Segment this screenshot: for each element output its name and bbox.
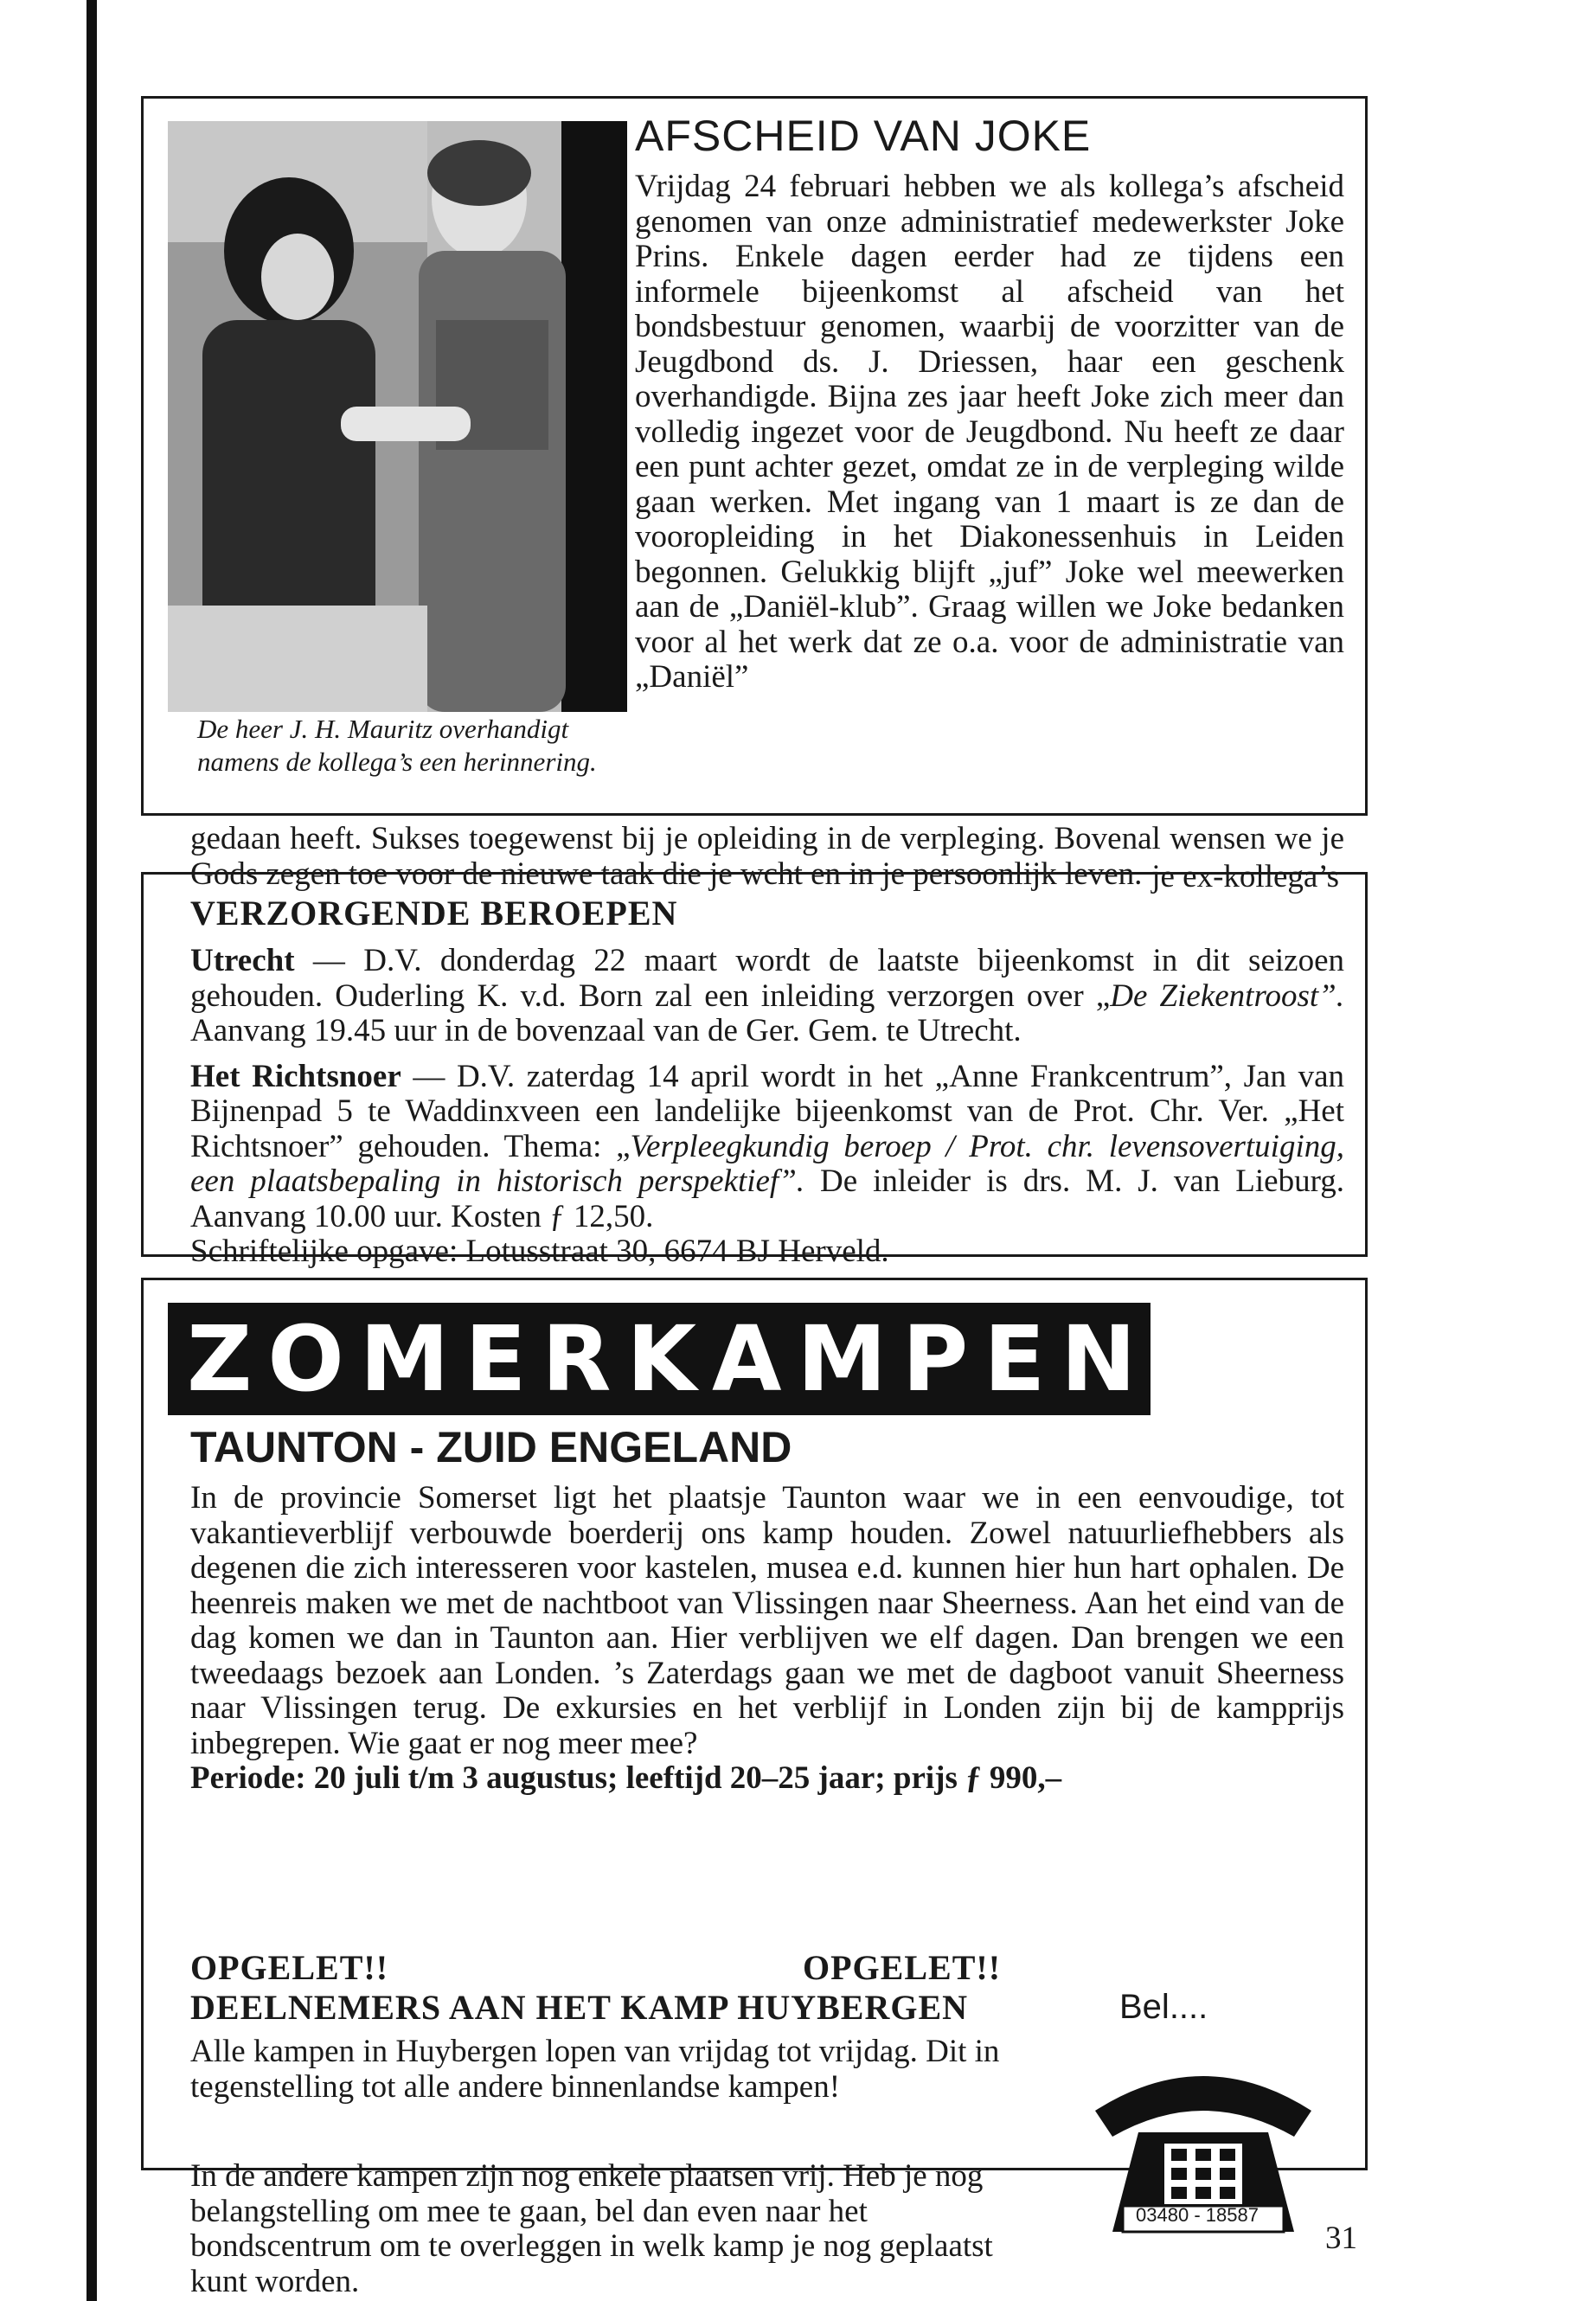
richtsnoer-paragraph <box>190 1060 1344 1235</box>
richtsnoer-text: — D.V. zaterdag 14 april wordt in het „Anne Frankcentrum”, Jan van Bijnenpad 5 te Waddinxveen een landelijke bijeenkomst van de Prot. Chr. Ver. „Het Richtsnoer” gehouden. Thema: „ <box>190 1058 1344 1164</box>
article-body-side: Vrijdag 24 februari hebben we als kollega’s afscheid genomen van onze administratief medewerkster Joke Prins. Enkele dagen eerder had ze tijdens een informele bijeenkomst al afscheid van het bondsbestuur genomen, waarbij de voorzitter van de Jeugdbond ds. J. Driessen, haar een geschenk overhandigde. Bijna zes jaar heeft Joke zich meer dan volledig ingezet voor de Jeugdbond. Nu heeft ze daar een punt achter gezet, omdat ze in de verpleging wilde gaan werken. Met ingang van 1 maart is ze dan de vooropleiding in het Diakonessenhuis in Leiden begonnen. Gelukkig blijft „juf” Joke wel meewerken aan de „Daniël-klub”. Graag willen we Joke bedanken voor al het werk dat ze o.a. voor de administratie van „Daniël” <box>635 169 1344 695</box>
utrecht-text-end: Aanvang 19.45 uur in de bovenzaal van de Ger. Gem. te Utrecht. <box>190 1013 1022 1048</box>
taunton-body <box>190 1481 1344 1797</box>
richtsnoer-label: Het Richtsnoer <box>190 1058 401 1094</box>
care-professions-section <box>141 872 1368 1269</box>
binding-edge <box>87 0 97 2301</box>
richtsnoer-text-end: De inleider is drs. M. J. van Lieburg. Aanvang 10.00 uur. Kosten ƒ 12,50. <box>190 1163 1344 1234</box>
article-signature: je ex-kollega’s <box>1151 859 1339 894</box>
utrecht-italic: De Ziekentroost”. <box>1110 977 1344 1014</box>
page-number: 31 <box>1325 2221 1357 2256</box>
utrecht-label: Utrecht <box>190 943 295 978</box>
article-photo <box>168 121 627 712</box>
taunton-description: In de provincie Somerset ligt het plaatsje Taunton waar we in een eenvoudige, tot vakantieverblijf verbouwde boerderij ons kamp houden. Zowel natuurliefhebbers als degenen die zich interesseren voor kastelen, musea e.d. kunnen hier hun hart ophalen. De heenreis maken we met de nachtboot van Vlissingen naar Sheerness. Aan het eind van de dag komen we dan in Taunton aan. Hier verblijven we elf dagen. Dan brengen we een tweedaags bezoek aan Londen. ’s Zaterdags gaan we met de dagboot vanuit Sheerness naar Vlissingen terug. De exkursies en het verblijf in Londen zijn bij de kampprijs inbegrepen. Wie gaat er nog meer mee? <box>190 1480 1344 1761</box>
section-title: VERZORGENDE BEROEPEN <box>190 894 678 933</box>
warning-label-right: OPGELET!! <box>803 1948 1002 1987</box>
utrecht-paragraph <box>190 944 1344 1049</box>
article-title: AFSCHEID VAN JOKE <box>635 112 1092 160</box>
richtsnoer-italic: Verpleegkundig beroep / Prot. chr. levensovertuiging, een plaatsbepaling in historisch perspektief”. <box>190 1128 1344 1199</box>
summer-camps-banner: ZOMERKAMPEN <box>168 1303 1151 1415</box>
huybergen-paragraph: Alle kampen in Huybergen lopen van vrijdag tot vrijdag. Dit in tegenstelling tot alle andere binnenlandse kampen! <box>190 2034 1000 2105</box>
utrecht-text: — D.V. donderdag 22 maart wordt de laatste bijeenkomst in dit seizoen gehouden. Ouderling K. v.d. Born zal een inleiding verzorgen over „ <box>190 943 1344 1014</box>
photo-caption: De heer J. H. Mauritz overhandigt namens de kollega’s een herinnering. <box>197 714 597 777</box>
call-label: Bel.... <box>1119 1988 1208 2026</box>
registration-line: Schriftelijke opgave: Lotusstraat 30, 6674 BJ Herveld. <box>190 1234 889 1269</box>
farewell-article <box>141 96 1368 894</box>
huybergen-subtitle: DEELNEMERS AAN HET KAMP HUYBERGEN <box>190 1988 969 2027</box>
taunton-title: TAUNTON - ZUID ENGELAND <box>190 1423 792 1471</box>
section-body <box>190 944 1344 1280</box>
article-body-full: gedaan heeft. Sukses toegewenst bij je opleiding in de verpleging. Bovenal wensen we je Gods zegen toe voor de nieuwe taak die je wcht en in je persoonlijk leven. <box>190 821 1344 892</box>
places-available-paragraph: In de andere kampen zijn nog enkele plaatsen vrij. Heb je nog belangstelling om mee te gaan, bel dan even naar het bondscentrum om te overleggen in welk kamp je nog geplaatst kunt worden. <box>190 2158 993 2299</box>
taunton-period: Periode: 20 juli t/m 3 augustus; leeftijd 20–25 jaar; prijs ƒ 990,– <box>190 1760 1062 1796</box>
phone-number: 03480 - 18587 <box>1136 2204 1259 2226</box>
warning-label-left: OPGELET!! <box>190 1948 389 1987</box>
